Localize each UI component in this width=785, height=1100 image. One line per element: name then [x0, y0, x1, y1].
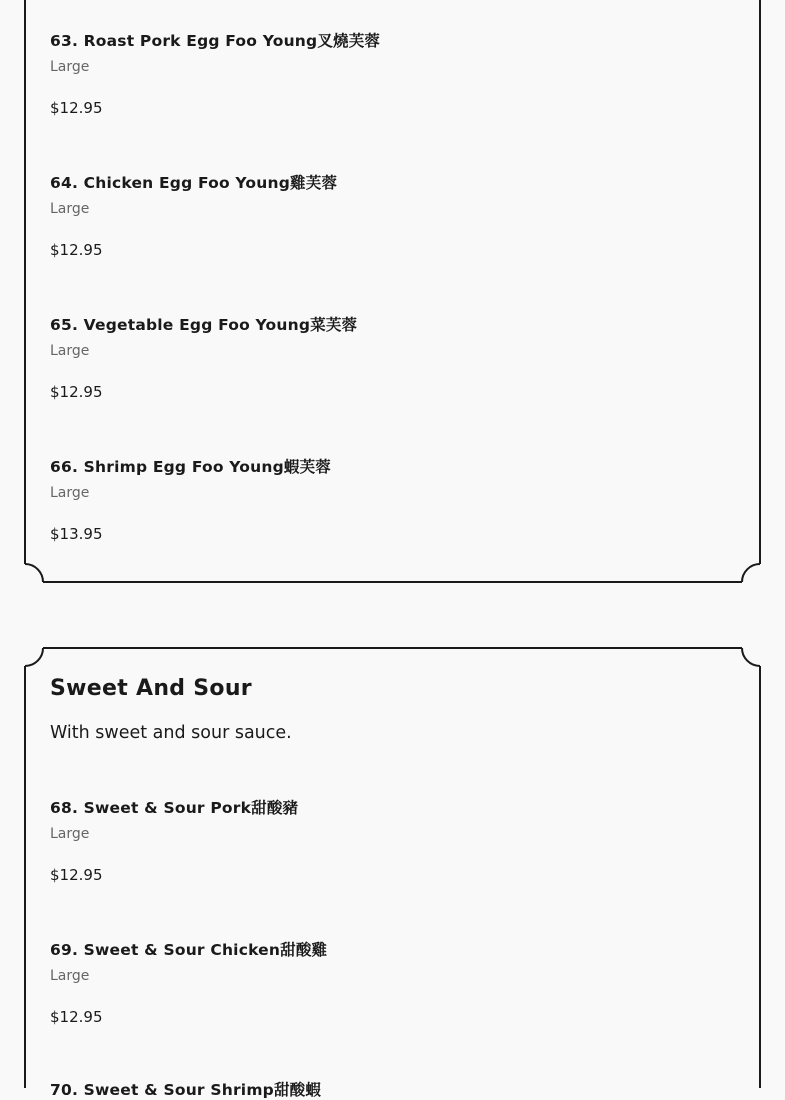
menu-item-name: 66. Shrimp Egg Foo Young蝦芙蓉: [50, 458, 331, 476]
menu-item-size: Large: [50, 59, 90, 75]
menu-item-price: $12.95: [50, 241, 103, 259]
menu-item[interactable]: [50, 171, 730, 259]
menu-item-size: Large: [50, 485, 90, 501]
menu-item-name: 70. Sweet & Sour Shrimp甜酸蝦: [50, 1081, 322, 1099]
menu-item-name: 69. Sweet & Sour Chicken甜酸雞: [50, 941, 328, 959]
menu-item-price: $12.95: [50, 1008, 103, 1026]
menu-item[interactable]: [50, 1078, 730, 1100]
menu-item-name: 68. Sweet & Sour Pork甜酸豬: [50, 799, 299, 817]
menu-item-price: $12.95: [50, 383, 103, 401]
menu-item-name: 65. Vegetable Egg Foo Young菜芙蓉: [50, 316, 358, 334]
section-title: Sweet And Sour: [50, 676, 252, 701]
menu-item-name: 64. Chicken Egg Foo Young雞芙蓉: [50, 174, 338, 192]
menu-item-price: $12.95: [50, 866, 103, 884]
menu-item-name: 63. Roast Pork Egg Foo Young叉燒芙蓉: [50, 32, 381, 50]
menu-item[interactable]: [50, 29, 730, 117]
menu-item-size: Large: [50, 826, 90, 842]
menu-item[interactable]: [50, 313, 730, 401]
menu-item[interactable]: [50, 938, 730, 1026]
menu-item-size: Large: [50, 201, 90, 217]
menu-item-price: $13.95: [50, 525, 103, 543]
menu-item[interactable]: [50, 455, 730, 543]
section-description: With sweet and sour sauce.: [50, 723, 292, 743]
menu-item-price: $12.95: [50, 99, 103, 117]
menu-item-size: Large: [50, 343, 90, 359]
menu-item[interactable]: [50, 796, 730, 884]
menu-item-size: Large: [50, 968, 90, 984]
